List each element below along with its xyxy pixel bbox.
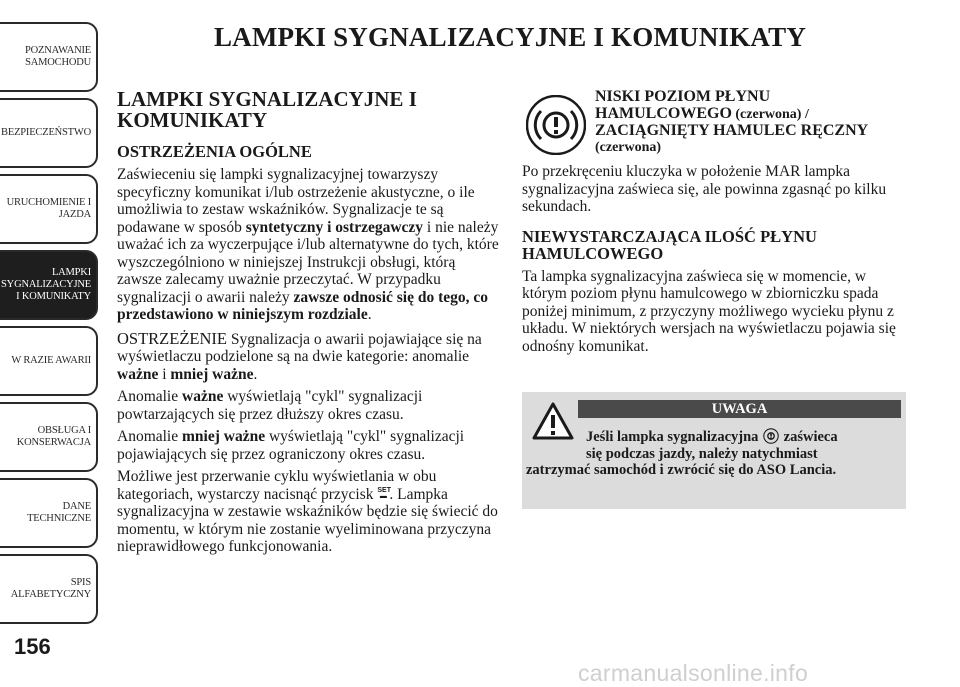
title-line: (czerwona) bbox=[595, 139, 662, 155]
page-title: LAMPKI SYGNALIZACYJNE I KOMUNIKATY bbox=[213, 22, 807, 52]
tab-lampki-sygnalizacyjne[interactable]: LAMPKI SYGNALIZACYJNE I KOMUNIKATY bbox=[0, 250, 98, 320]
brake-warning-icon bbox=[526, 95, 586, 155]
set-button-icon: SET ▬ bbox=[377, 486, 391, 500]
section-heading: LAMPKI SYGNALIZACYJNE I KOMUNIKATY bbox=[117, 87, 417, 132]
watermark: carmanualsonline.info bbox=[578, 660, 809, 686]
tab-dane-techniczne[interactable]: DANE TECHNICZNE bbox=[0, 478, 98, 548]
tab-spis-alfabetyczny[interactable]: SPIS ALFABETYCZNY bbox=[0, 554, 98, 624]
bold-run: ważne bbox=[117, 365, 159, 383]
tab-poznawanie-samochodu[interactable]: POZNAWANIE SAMOCHODU bbox=[0, 22, 98, 92]
caution-box bbox=[522, 392, 906, 509]
chapter-sidebar bbox=[0, 0, 102, 686]
text-run: . bbox=[367, 306, 372, 323]
tab-w-razie-awarii[interactable]: W RAZIE AWARII bbox=[0, 326, 98, 396]
paragraph-important bbox=[117, 388, 502, 423]
text-run: i bbox=[158, 365, 171, 383]
bold-run: syntetyczny i ostrzegawczy bbox=[245, 218, 424, 236]
paragraph-interrupt bbox=[117, 468, 502, 556]
text-run: Sygnalizacja o awarii pojawiające się na wyświetlaczu podzielone są na dwie kategorie: anomalie bbox=[117, 330, 482, 365]
paragraph-brake-startup: Po przekręceniu kluczyka w położenie MAR lampka sygnalizacyjna zaświeca się, ale powinna zgasnąć po kilku sekundach. bbox=[522, 163, 887, 215]
page-number: 156 bbox=[14, 634, 51, 659]
brake-warning-icon bbox=[762, 428, 780, 444]
paragraph-general bbox=[117, 166, 502, 324]
text-run: i nie należy uważać ich za wyczerpujące i/lub alternatywne do tych, które wyszczególniono w niniejszej Instrukcji obsługi, którą zawsze zalecamy uważnie przeczytać. W przypadku sygnalizacji o awarii należy bbox=[117, 218, 499, 306]
bold-run: mniej ważne bbox=[182, 428, 266, 445]
caution-text: Jeśli lampka sygnalizacyjna zaświeca się podczas jazdy, należy natychmiast zatrzymać samochód i zwrócić się do ASO Lancia. bbox=[526, 429, 838, 478]
title-line: HAMULCOWEGO (czerwona) / bbox=[595, 104, 809, 122]
text-run: Zaświeceniu się lampki sygnalizacyjnej towarzyszy specyficzny komunikat i/lub ostrzeżenie akustyczne, o ile umożliwia to zestaw wskaźników. Sygnalizacje te są podawane w sposób bbox=[117, 166, 475, 236]
right-column bbox=[522, 89, 908, 360]
caution-label: UWAGA bbox=[578, 400, 901, 418]
paragraph-less-important bbox=[117, 428, 502, 463]
tab-obsluga-i-konserwacja[interactable]: OBSŁUGA I KONSERWACJA bbox=[0, 402, 98, 472]
text-run: Możliwe jest przerwanie cyklu wyświetlania w obu kategoriach, wystarczy nacisnąć przycisk bbox=[117, 468, 437, 503]
text-run: Anomalie bbox=[117, 428, 182, 445]
bold-run: zawsze odnosić się do tego, co przedstawiono w niniejszym rozdziale bbox=[117, 288, 489, 323]
text-run: wyświetlają "cykl" sygnalizacji pojawiających się przez ograniczony okres czasu. bbox=[117, 428, 465, 463]
brake-section-title bbox=[595, 89, 868, 156]
section-subheading: OSTRZEŻENIA OGÓLNE bbox=[117, 142, 312, 161]
text-run: . bbox=[253, 365, 258, 383]
left-column bbox=[117, 89, 502, 561]
title-line: ZACIĄGNIĘTY HAMULEC RĘCZNY bbox=[595, 122, 869, 139]
subheading-low-fluid: NIEWYSTARCZAJĄCA ILOŚĆ PŁYNU HAMULCOWEGO bbox=[522, 226, 817, 263]
text-run: . Lampka sygnalizacyjna w zestawie wskaźników będzie się świecić do momentu, w którym nie zostanie wyeliminowana przyczyna nieprawidłowego funkcjonowania. bbox=[117, 485, 498, 555]
paragraph-warning bbox=[117, 330, 502, 384]
bold-run: mniej ważne bbox=[170, 365, 254, 383]
warning-label: OSTRZEŻENIE bbox=[117, 328, 227, 348]
tab-bezpieczenstwo[interactable]: BEZPIECZEŃSTWO bbox=[0, 98, 98, 168]
bold-run: ważne bbox=[182, 388, 224, 405]
tab-uruchomienie-i-jazda[interactable]: URUCHOMIENIE I JAZDA bbox=[0, 174, 98, 244]
paragraph-low-fluid: Ta lampka sygnalizacyjna zaświeca się w momencie, w którym poziom płynu hamulcowego w zbiorniczku spada poniżej minimum, z przyczyny możliwego wycieku płynu z układu. W niektórych wersjach na wyświetlaczu pojawia się odnośny komunikat. bbox=[522, 267, 896, 355]
text-run: wyświetlają "cykl" sygnalizacji powtarzających się przez dłuższy okres czasu. bbox=[117, 388, 423, 423]
text-run: Anomalie bbox=[117, 388, 182, 405]
brake-section-header bbox=[522, 89, 908, 163]
title-line: NISKI POZIOM PŁYNU bbox=[595, 88, 771, 105]
